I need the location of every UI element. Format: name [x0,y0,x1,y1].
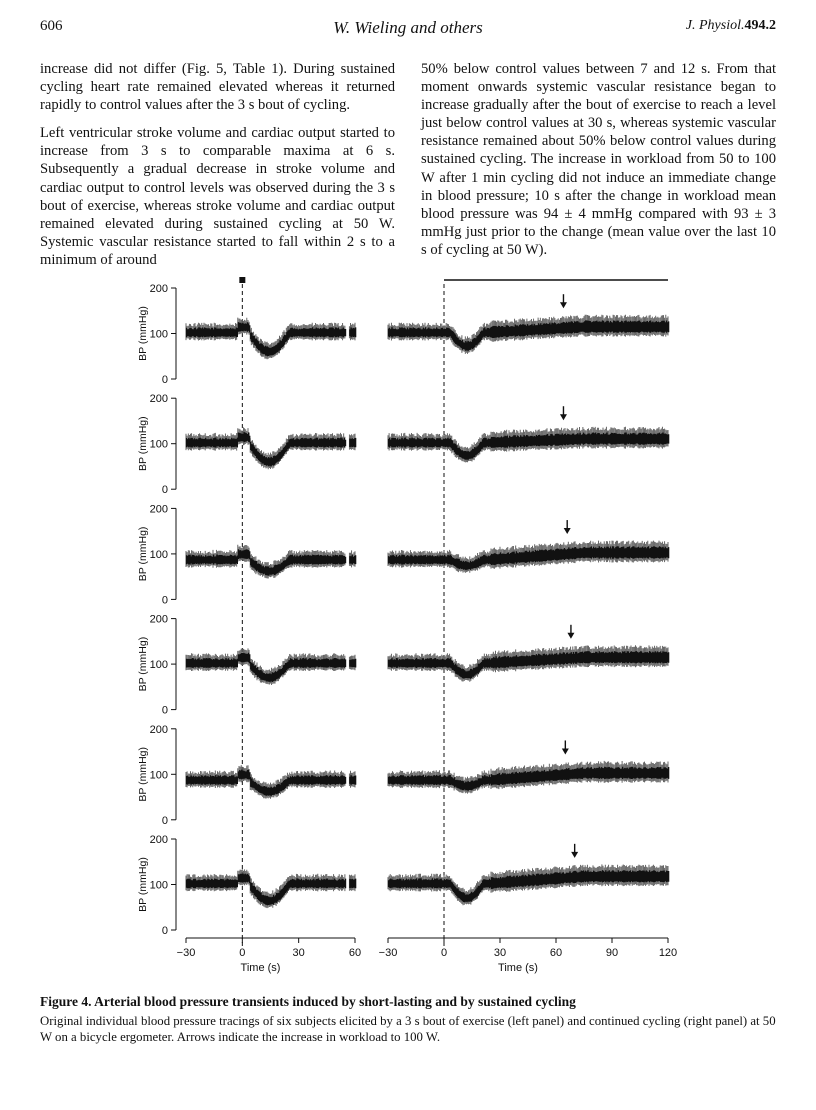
y-tick-label: 100 [149,659,168,672]
y-axis-label: BP (mmHg) [137,526,149,582]
x-tick-label: 0 [440,947,448,959]
y-tick-label: 200 [149,283,168,295]
caption-title: Figure 4. Arterial blood pressure transients induced by short-lasting and by sustained cycling [40,994,576,1009]
arrow-head [562,748,569,754]
subject-row [137,503,669,606]
journal-volume: 494.2 [744,18,776,33]
x-tick-label: 90 [605,947,619,959]
paragraph: 50% below control values between 7 and 12 s. From that moment onwards systemic vascular resistance began to increase gradually after the bout of exercise to reach a level just below control values at 30 s, whereas systemic vascular resistance remained about 50% below control values during sustained cycling. The increase in workload from 50 to 100 W after 1 min cycling did not induce an immediate change in blood pressure; 10 s after the change in workload mean blood pressure was 94 ± 4 mmHg compared with 93 ± 3 mmHg just prior to the change (mean value over the last 10 s of cycling at 50 W). [421,61,776,258]
caption-text: Original individual blood pressure tracings of six subjects elicited by a 3 s bout of exercise (left panel) and continued cycling (right panel) at 50 W on a bicycle ergometer. Arrows indicate the increase in workload to 100 W. [40,1014,776,1044]
y-tick-label: 0 [161,704,168,717]
bp-trace-mean [389,546,669,570]
subject-row [137,283,669,386]
y-tick-label: 200 [149,723,168,736]
y-tick-label: 200 [149,393,168,406]
paragraph: increase did not differ (Fig. 5, Table 1). During sustained cycling heart rate remained elevated whereas it returned rapidly to control values after the 3 s bout of cycling. [40,61,395,114]
y-tick-label: 100 [149,438,168,451]
subject-row [137,614,669,717]
y-tick-label: 100 [149,769,168,782]
y-tick-label: 200 [149,613,168,626]
bp-trace-mean [389,870,669,902]
x-tick-label: 60 [348,947,362,959]
arrow-head [564,528,571,534]
page-number: 606 [40,18,63,34]
workload-increase-arrow [567,625,574,639]
workload-increase-arrow [560,406,567,420]
figure-caption [40,994,780,1045]
bp-trace-mean [389,320,669,351]
x-tick-label: 30 [292,947,305,959]
y-tick-label: 0 [161,484,168,497]
y-axis-label: BP (mmHg) [137,416,149,472]
workload-increase-arrow [571,844,578,858]
y-tick-label: 200 [149,834,168,846]
y-tick-label: 100 [149,328,168,341]
x-tick-label: 30 [493,947,507,959]
y-tick-label: 0 [161,594,168,607]
left-text-column [40,60,395,279]
paragraph: Left ventricular stroke volume and cardiac output started to increase from 3 s to comparable maxima at 6 s. Subsequently a gradual decrease in stroke volume and cardiac output to control levels was observed during the 3 s bout of exercise, whereas stroke volume and cardiac output remained elevated during sustained cycling at 50 W. Systemic vascular resistance started to fall within 2 s to a minimum of around [40,125,395,268]
y-tick-label: 0 [161,814,168,827]
subject-row [137,834,669,937]
arrow-head [567,633,574,639]
y-axis-label: BP (mmHg) [137,857,149,912]
journal-reference [686,18,776,34]
exercise-bout-marker [239,277,245,283]
x-tick-label: 0 [239,947,246,959]
y-tick-label: 100 [149,879,168,892]
arrow-head [571,852,578,858]
workload-increase-arrow [562,740,569,754]
arrow-head [560,414,567,420]
journal-name: J. Physiol. [685,18,745,33]
y-axis-label: BP (mmHg) [137,636,149,692]
y-tick-label: 0 [161,374,168,386]
x-tick-label: −30 [378,947,398,959]
running-title: W. Wieling and others [333,18,483,37]
workload-increase-arrow [564,520,571,534]
x-axis-label: Time (s) [240,962,281,974]
x-tick-label: 120 [658,947,678,959]
x-tick-label: −30 [176,947,196,959]
arrow-head [560,302,567,308]
right-text-column [421,60,776,269]
subject-row [137,724,669,827]
subject-row [137,393,669,496]
x-tick-label: 60 [549,947,563,959]
y-tick-label: 200 [149,503,168,516]
y-axis-label: BP (mmHg) [137,306,149,361]
y-axis-label: BP (mmHg) [137,746,149,802]
y-tick-label: 0 [161,925,168,937]
x-axis-label: Time (s) [498,962,538,974]
figure-4-chart [0,270,816,990]
workload-increase-arrow [560,294,567,308]
y-tick-label: 100 [149,548,168,561]
